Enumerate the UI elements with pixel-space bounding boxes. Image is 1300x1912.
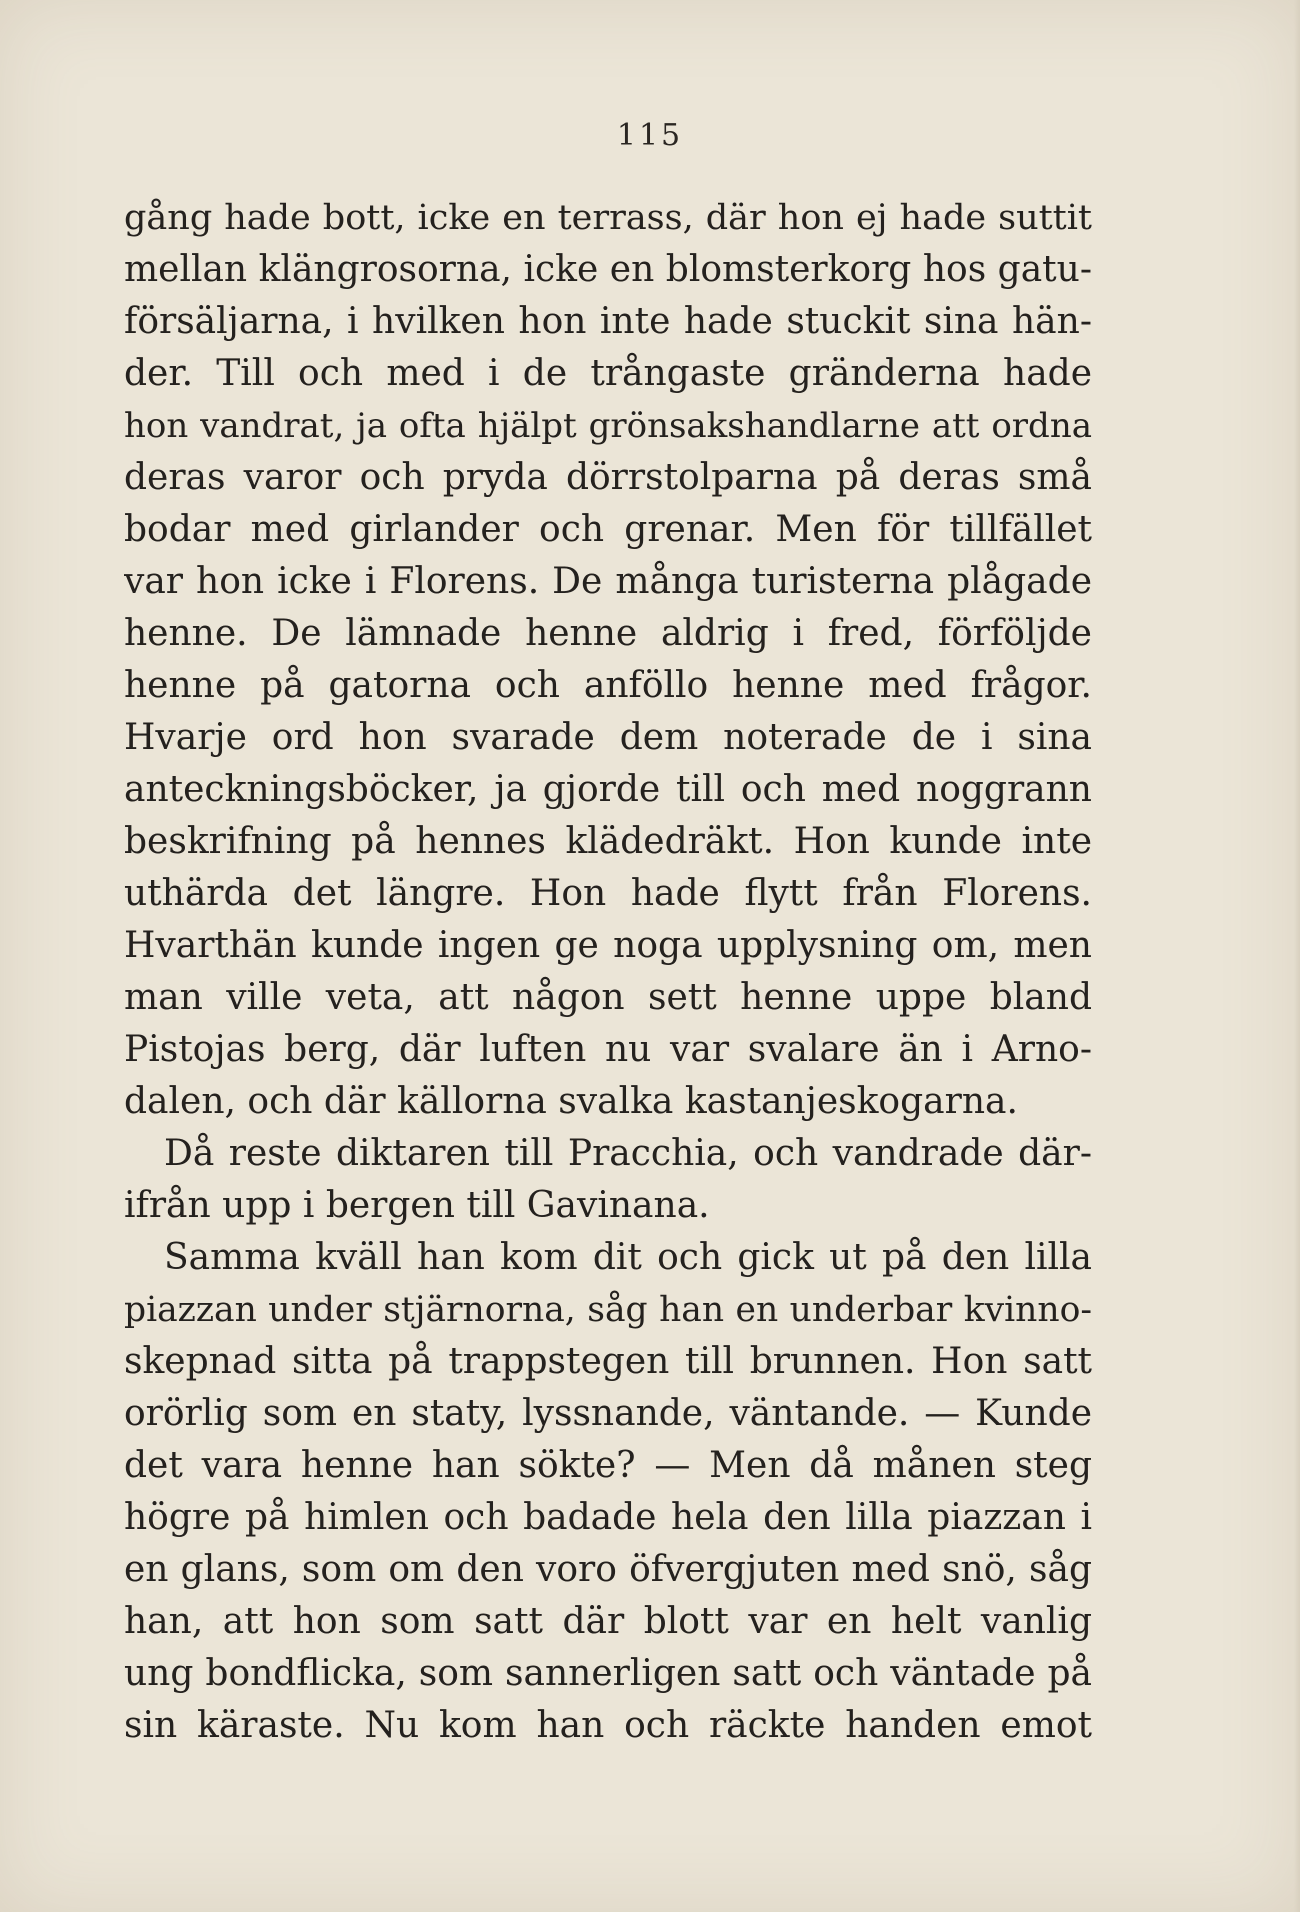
text-line-19: Då reste diktaren till Pracchia, och vandrade där-: [164, 1133, 1092, 1174]
text-line-12: anteckningsböcker, ja gjorde till och med noggrann: [124, 769, 1092, 810]
text-line-16: man ville veta, att någon sett henne uppe bland: [124, 977, 1092, 1018]
text-line-18: dalen, och där källorna svalka kastanjeskogarna.: [124, 1081, 1018, 1122]
text-line-27: en glans, som om den voro öfvergjuten med snö, såg: [124, 1549, 1092, 1590]
text-line-4: der. Till och med i de trångaste gränderna hade: [124, 353, 1092, 394]
text-line-8: var hon icke i Florens. De många turisterna plågade: [124, 561, 1092, 602]
text-line-13: beskrifning på hennes klädedräkt. Hon kunde inte: [124, 821, 1092, 862]
text-line-23: skepnad sitta på trappstegen till brunnen. Hon satt: [124, 1341, 1092, 1382]
page-number: 115: [616, 118, 684, 153]
text-line-17: Pistojas berg, där luften nu var svalare än i Arno-: [124, 1029, 1092, 1070]
text-line-21: Samma kväll han kom dit och gick ut på den lilla: [164, 1237, 1092, 1278]
text-line-20: ifrån upp i bergen till Gavinana.: [124, 1185, 710, 1226]
text-line-24: orörlig som en staty, lyssnande, väntande. — Kunde: [124, 1393, 1092, 1434]
text-line-6: deras varor och pryda dörrstolparna på deras små: [124, 457, 1092, 498]
text-line-9: henne. De lämnade henne aldrig i fred, förföljde: [124, 613, 1092, 654]
text-line-15: Hvarthän kunde ingen ge noga upplysning om, men: [124, 925, 1092, 966]
body-text: [124, 192, 1092, 1752]
text-line-1: gång hade bott, icke en terrass, där hon ej hade suttit: [124, 198, 1092, 238]
text-line-3: försäljarna, i hvilken hon inte hade stuckit sina hän-: [124, 301, 1092, 342]
text-line-10: henne på gatorna och anföllo henne med frågor.: [124, 665, 1092, 706]
text-line-26: högre på himlen och badade hela den lilla piazzan i: [124, 1497, 1092, 1538]
text-line-14: uthärda det längre. Hon hade flytt från Florens.: [124, 873, 1092, 914]
text-line-30: sin käraste. Nu kom han och räckte handen emot: [124, 1705, 1092, 1746]
text-line-7: bodar med girlander och grenar. Men för tillfället: [124, 509, 1092, 550]
text-line-5: hon vandrat, ja ofta hjälpt grönsakshandlarne att ordna: [124, 406, 1092, 446]
text-line-11: Hvarje ord hon svarade dem noterade de i sina: [124, 717, 1092, 758]
text-line-29: ung bondflicka, som sannerligen satt och väntade på: [124, 1653, 1092, 1694]
text-line-2: mellan klängrosorna, icke en blomsterkorg hos gatu-: [124, 249, 1092, 290]
text-line-28: han, att hon som satt där blott var en helt vanlig: [124, 1601, 1092, 1642]
page-edge-shadow: [1294, 0, 1300, 1912]
text-line-25: det vara henne han sökte? — Men då månen steg: [124, 1445, 1092, 1486]
text-line-22: piazzan under stjärnorna, såg han en underbar kvinno-: [124, 1290, 1092, 1330]
